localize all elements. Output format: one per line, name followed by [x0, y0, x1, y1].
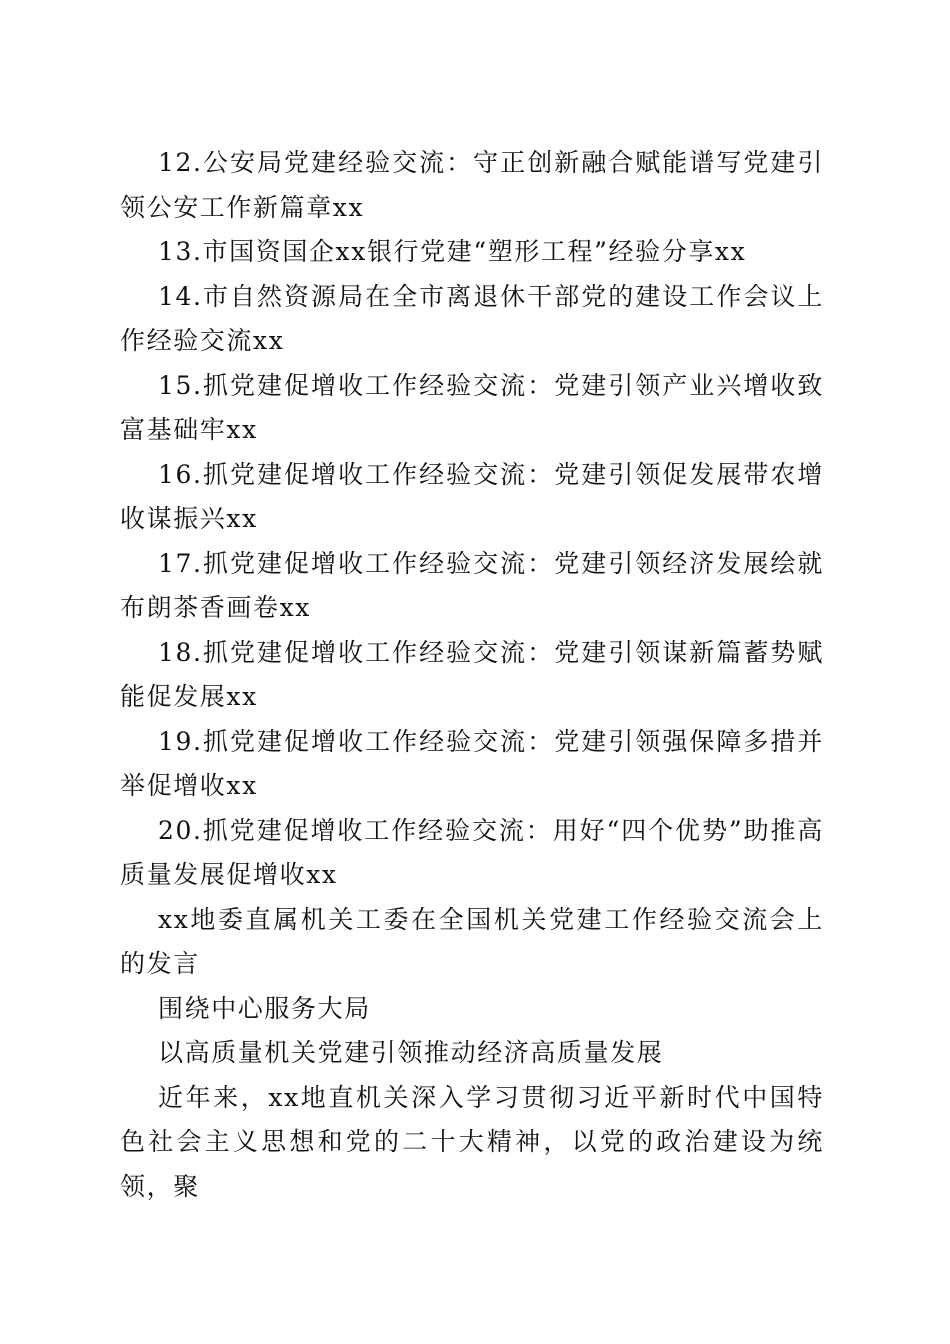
list-item-18: 18.抓党建促增收工作经验交流：党建引领谋新篇蓄势赋能促发展xx: [120, 637, 824, 711]
speech-title: xx地委直属机关工委在全国机关党建工作经验交流会上的发言: [120, 904, 824, 978]
list-item-14: 14.市自然资源局在全市离退休干部党的建设工作会议上作经验交流xx: [120, 281, 824, 355]
list-item-20: 20.抓党建促增收工作经验交流：用好“四个优势”助推高质量发展促增收xx: [120, 815, 824, 889]
list-item-16: 16.抓党建促增收工作经验交流：党建引领促发展带农增收谋振兴xx: [120, 459, 824, 533]
speech-subtitle: 围绕中心服务大局: [158, 993, 371, 1023]
speech-heading: 以高质量机关党建引领推动经济高质量发展: [158, 1038, 664, 1067]
list-item-19: 19.抓党建促增收工作经验交流：党建引领强保障多措并举促增收xx: [120, 726, 824, 800]
document-body: [120, 141, 824, 1209]
list-item-15: 15.抓党建促增收工作经验交流：党建引领产业兴增收致富基础牢xx: [120, 370, 824, 444]
body-paragraph: 近年来，xx地直机关深入学习贯彻习近平新时代中国特色社会主义思想和党的二十大精神，以党的政治建设为统领，聚: [120, 1082, 824, 1201]
list-item-12: 12.公安局党建经验交流：守正创新融合赋能谱写党建引领公安工作新篇章xx: [120, 148, 824, 222]
list-item-17: 17.抓党建促增收工作经验交流：党建引领经济发展绘就布朗茶香画卷xx: [120, 548, 824, 622]
list-item-13: 13.市国资国企xx银行党建“塑形工程”经验分享xx: [158, 237, 747, 266]
